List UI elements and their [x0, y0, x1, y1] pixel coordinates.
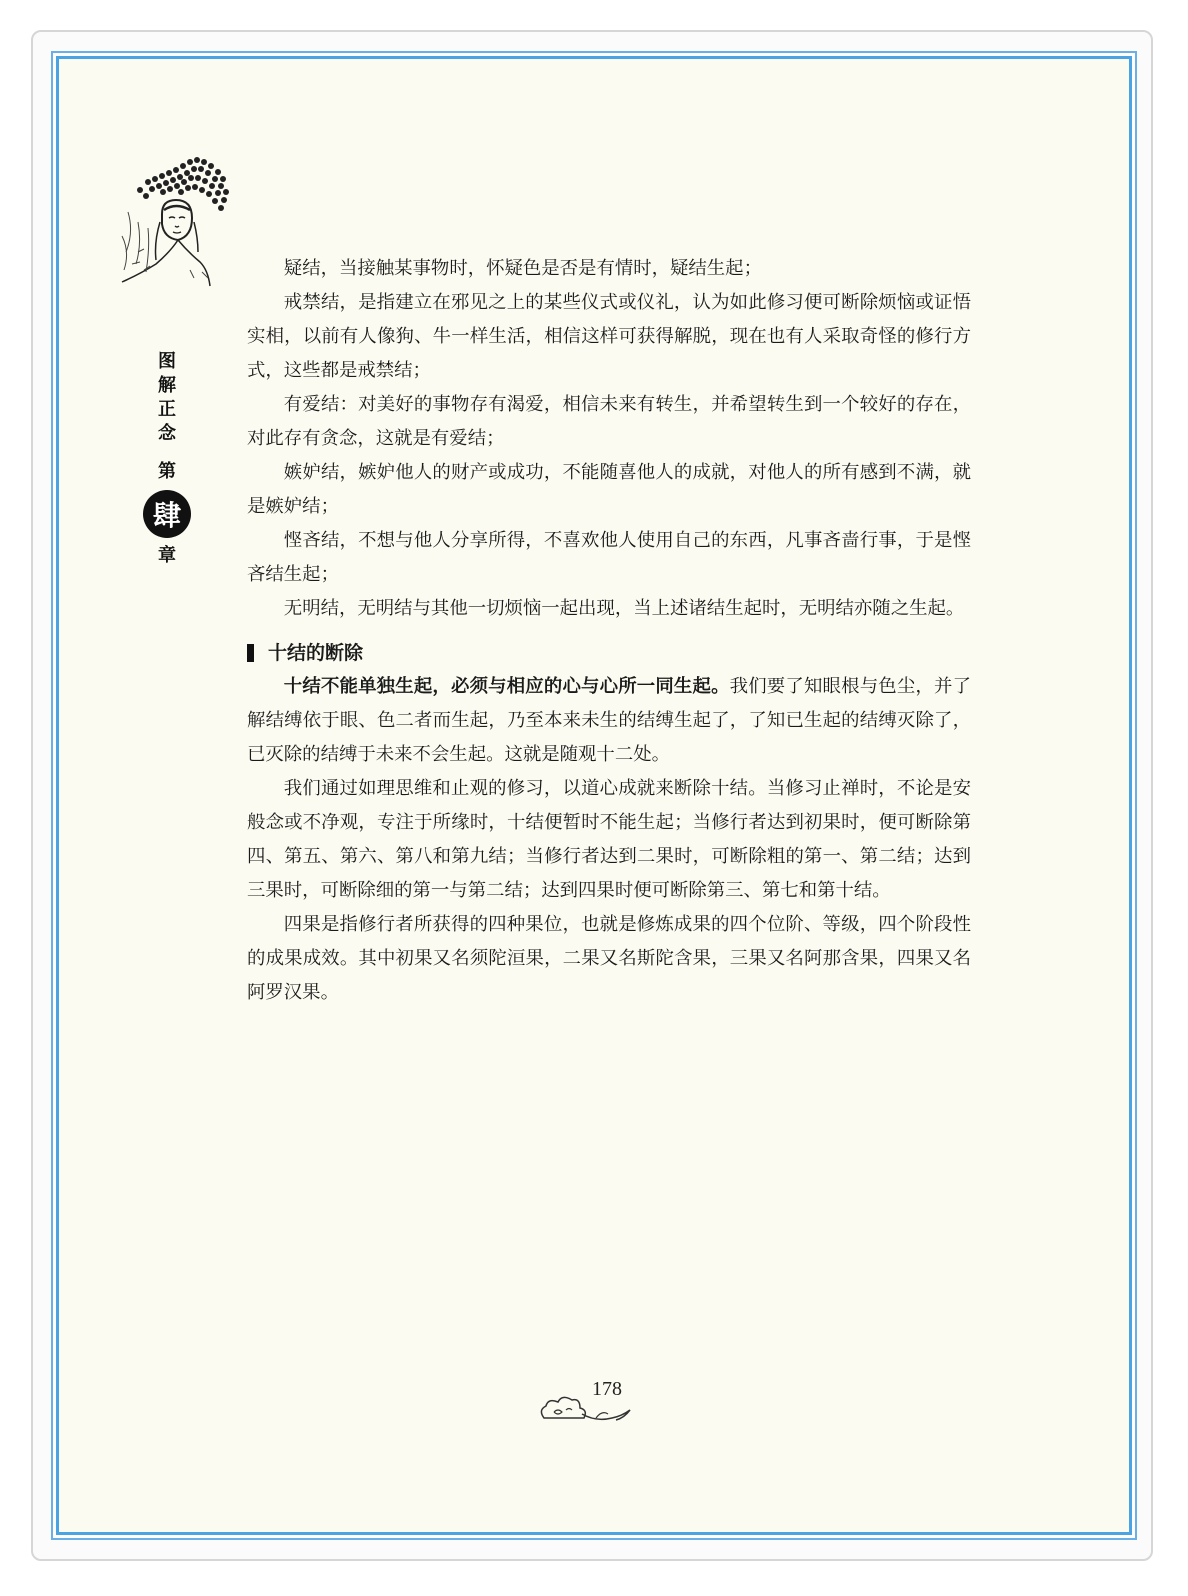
body-text [247, 252, 971, 1010]
heading-marker-icon [247, 644, 254, 662]
chapter-number-badge: 肆 [143, 490, 191, 538]
page-number: 178 [592, 1378, 622, 1400]
bold-lead-sentence: 十结不能单独生起，必须与相应的心与心所一同生起。 [283, 676, 730, 697]
buddha-illustration [118, 152, 234, 288]
series-title-char: 解 [158, 375, 176, 396]
section-heading-text: 十结的断除 [268, 642, 364, 664]
paragraph: 嫉妒结，嫉妒他人的财产或成功，不能随喜他人的成就，对他人的所有感到不满，就是嫉妒结； [247, 462, 971, 517]
series-title-char: 念 [158, 423, 176, 444]
paragraph: 我们通过如理思维和止观的修习，以道心成就来断除十结。当修习止禅时，不论是安般念或不净观，专注于所缘时，十结便暂时不能生起；当修行者达到初果时，便可断除第四、第五、第六、第八和第九结；当修行者达到二果时，可断除粗的第一、第二结；达到三果时，可断除细的第一与第二结；达到四果时便可断除第三、第七和第十结。 [247, 778, 971, 901]
chapter-suffix: 章 [158, 545, 176, 566]
series-title-char: 正 [158, 399, 176, 420]
paragraph: 戒禁结，是指建立在邪见之上的某些仪式或仪礼，认为如此修习便可断除烦恼或证悟实相，以前有人像狗、牛一样生活，相信这样可获得解脱，现在也有人采取奇怪的修行方式，这些都是戒禁结； [247, 292, 971, 381]
series-title-char: 图 [158, 351, 176, 372]
paragraph: 疑结，当接触某事物时，怀疑色是否是有情时，疑结生起； [283, 258, 762, 279]
paragraph: 无明结，无明结与其他一切烦恼一起出现，当上述诸结生起时，无明结亦随之生起。 [283, 598, 965, 619]
chapter-label-vertical [140, 350, 194, 568]
lead-rest: 我们要了知眼根与色尘，并了解结缚依于眼、色二者而生起，乃至本来未生的结缚生起了，了知已生起的结缚灭除了，已灭除的结缚于未来不会生起。这就是随观十二处。 [247, 676, 971, 765]
paragraph: 有爱结：对美好的事物存有渴爱，相信未来有转生，并希望转生到一个较好的存在，对此存有贪念，这就是有爱结； [247, 394, 971, 449]
paragraph: 四果是指修行者所获得的四种果位，也就是修炼成果的四个位阶、等级，四个阶段性的成果成效。其中初果又名须陀洹果，二果又名斯陀含果，三果又名阿那含果，四果又名阿罗汉果。 [247, 914, 971, 1003]
page-footer [536, 1378, 636, 1428]
chapter-prefix: 第 [158, 461, 176, 482]
paragraph [247, 670, 971, 772]
section-heading [247, 636, 971, 670]
paragraph: 悭吝结，不想与他人分享所得，不喜欢他人使用自己的东西，凡事吝啬行事，于是悭吝结生起； [247, 530, 971, 585]
